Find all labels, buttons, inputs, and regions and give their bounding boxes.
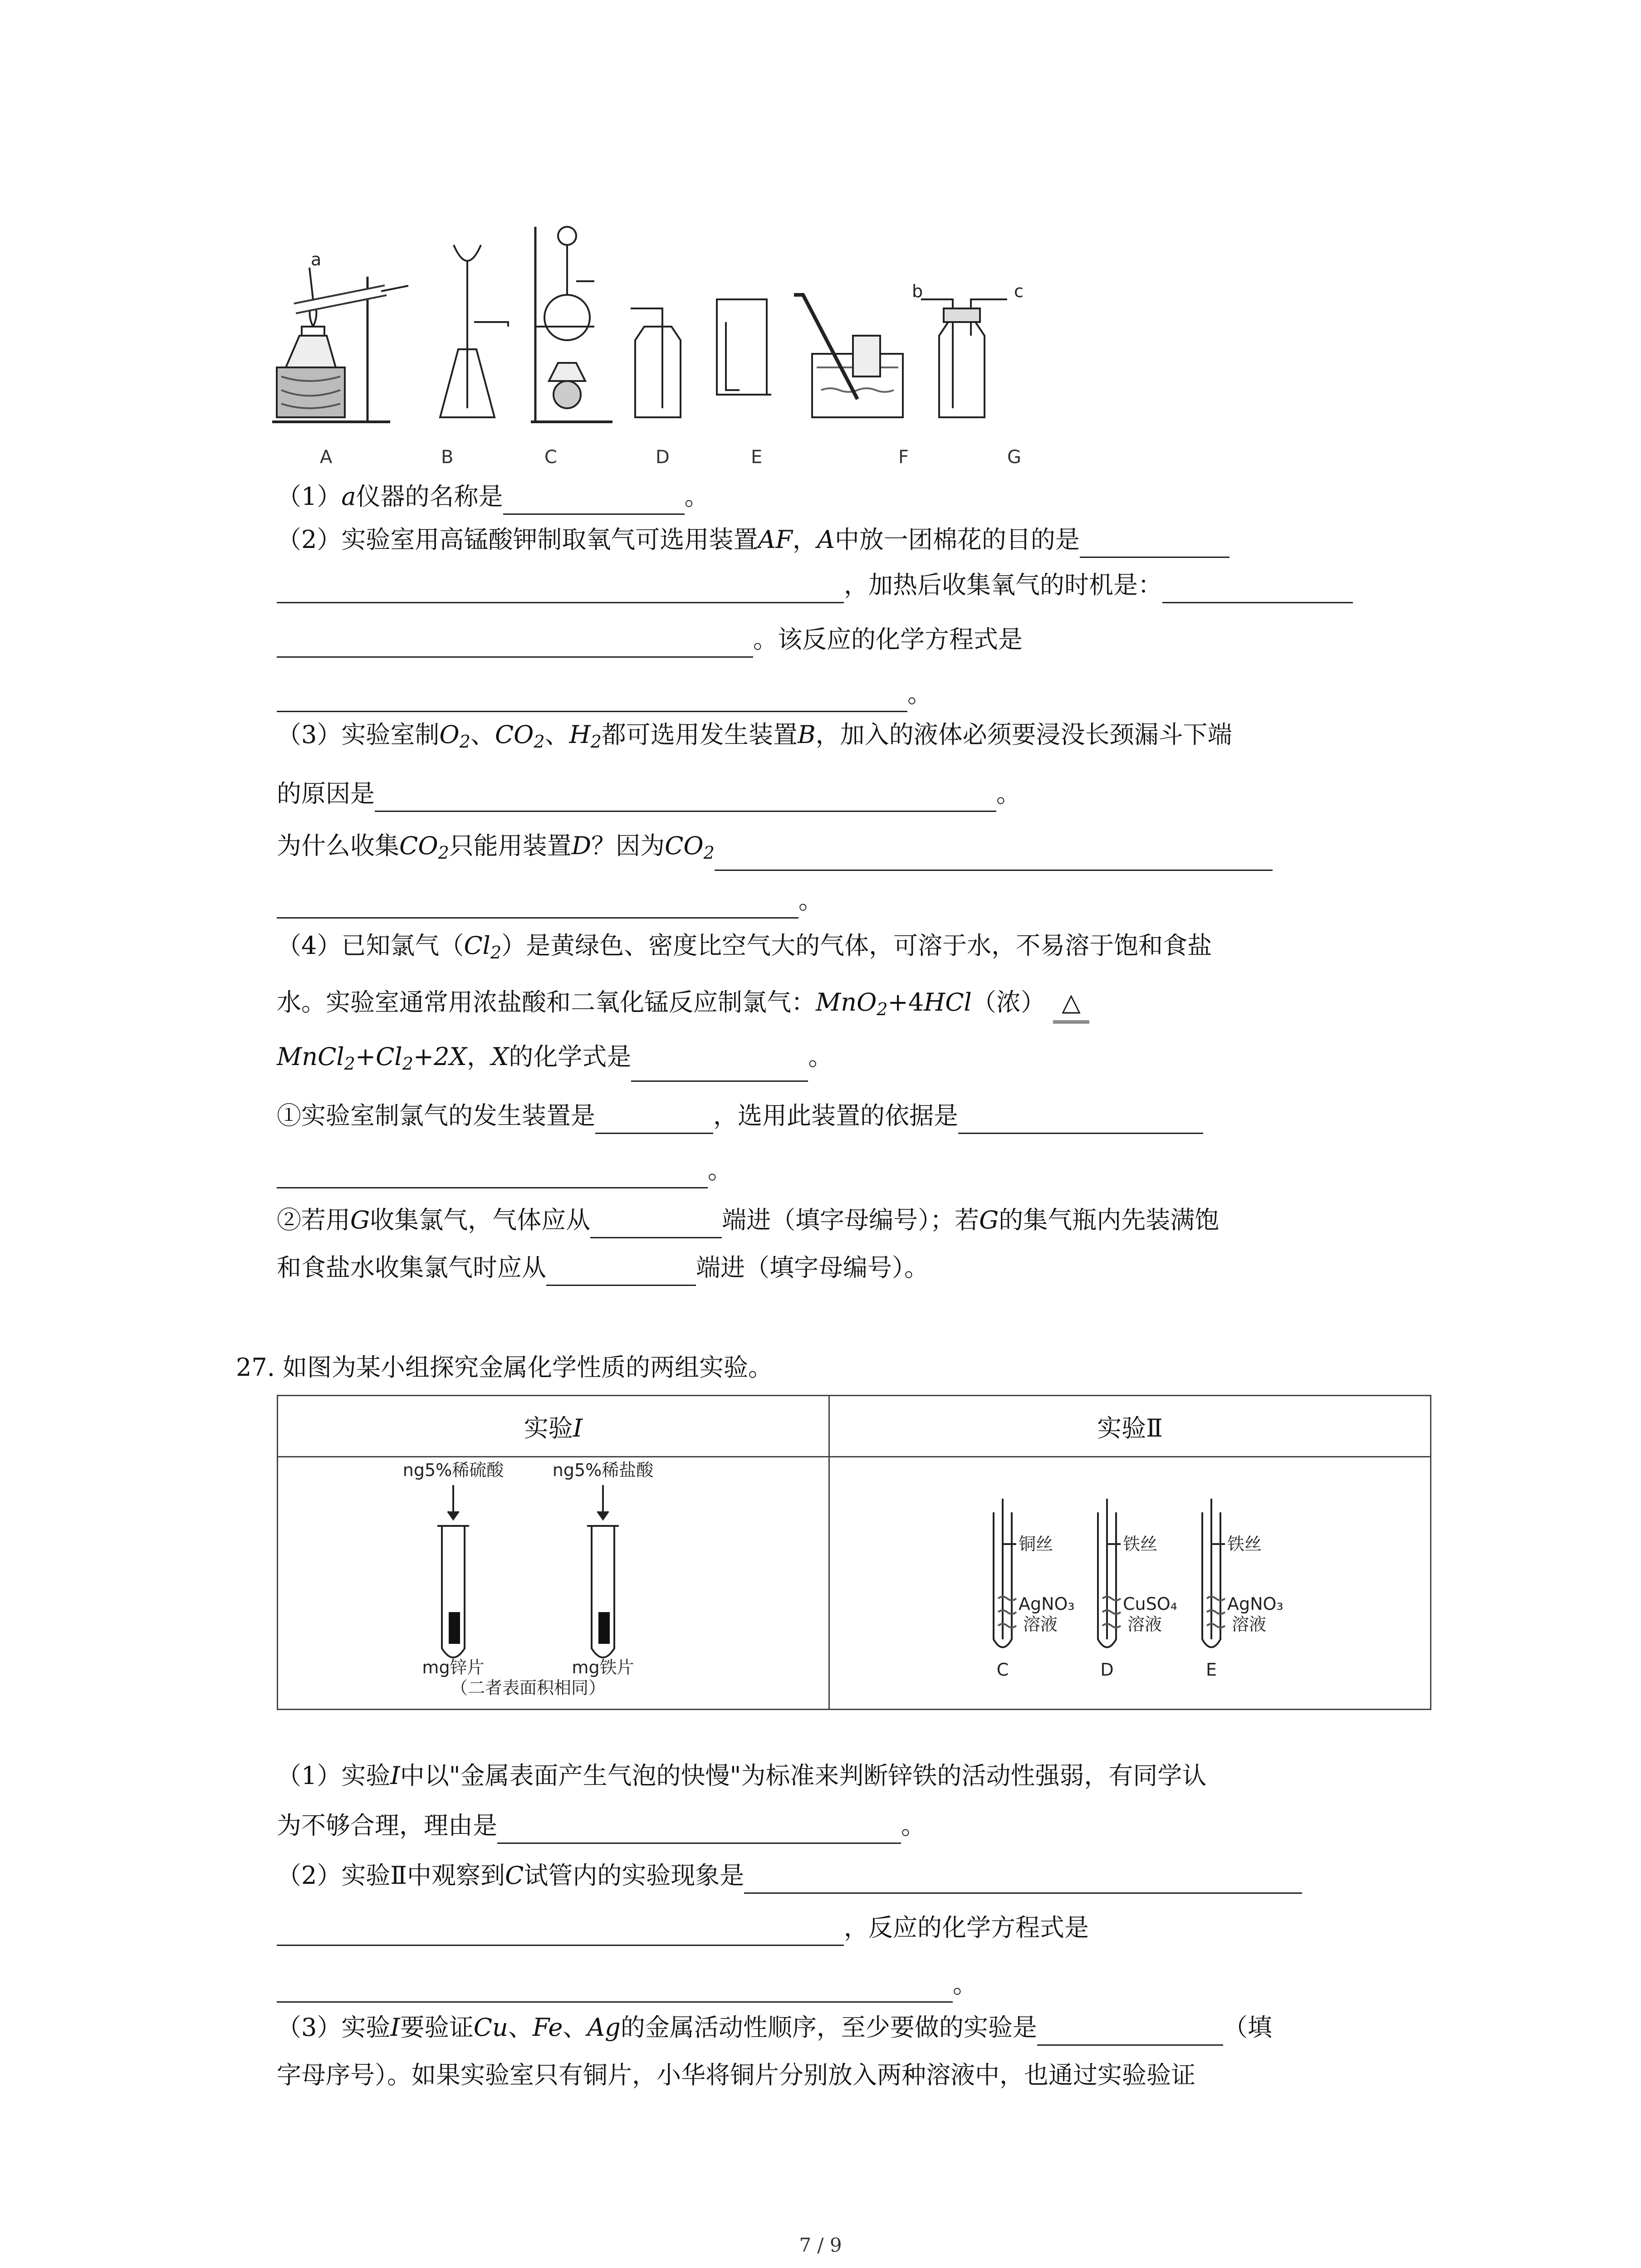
answer-blank[interactable] xyxy=(1080,528,1230,558)
q26-p2-line4: 。 xyxy=(277,676,932,712)
label-F: F xyxy=(898,447,909,468)
tube-label-C: C xyxy=(997,1659,1009,1680)
mark-c: c xyxy=(1014,281,1024,301)
q26-p4-sub2-cont: 和食盐水收集氯气时应从 端进（填字母编号）。 xyxy=(277,1250,929,1286)
tube-label-D: D xyxy=(1100,1659,1114,1680)
answer-blank[interactable] xyxy=(590,1209,722,1238)
answer-blank[interactable] xyxy=(595,1105,713,1134)
sol-e-label-1: AgNO₃ xyxy=(1227,1593,1284,1614)
answer-blank[interactable] xyxy=(277,683,907,712)
q26-p4-sub2: ②若用G收集氯气，气体应从 端进（填字母编号）；若G的集气瓶内先装满饱 xyxy=(277,1202,1219,1238)
heat-condition: △ xyxy=(1053,984,1089,1023)
acid1-label: ng5%稀硫酸 xyxy=(403,1460,504,1480)
answer-blank[interactable] xyxy=(277,628,753,658)
label-C: C xyxy=(544,447,557,468)
wire-e-label: 铁丝 xyxy=(1227,1534,1262,1554)
answer-blank[interactable] xyxy=(631,1052,808,1082)
q26-p4-line3: $MnCl_2+Cl_2+2X$，X的化学式是 。 xyxy=(277,1039,833,1082)
sol-c-label-2: 溶液 xyxy=(1023,1614,1058,1634)
answer-blank[interactable] xyxy=(497,1814,901,1844)
apparatus-d xyxy=(631,308,681,417)
answer-blank[interactable] xyxy=(715,841,1273,871)
q26-p1: （1）a仪器的名称是 。 xyxy=(277,479,709,515)
experiment-table xyxy=(277,1395,1431,1710)
exp1-header: 实验I xyxy=(278,1396,829,1457)
sol-d-label-1: CuSO₄ xyxy=(1123,1593,1178,1614)
q27-p1-line1: （1）实验I中以"金属表面产生气泡的快慢"为标准来判断锌铁的活动性强弱，有同学认 xyxy=(277,1761,1207,1790)
q26-p2-line1: （2）实验室用高锰酸钾制取氧气可选用装置AF，A中放一团棉花的目的是 xyxy=(277,522,1230,558)
label-B: B xyxy=(441,447,454,468)
label-G: G xyxy=(1007,447,1021,468)
answer-blank[interactable] xyxy=(277,889,798,919)
apparatus-figure xyxy=(268,218,1112,472)
q27-p1-line2: 为不够合理，理由是 。 xyxy=(277,1808,926,1844)
answer-blank[interactable] xyxy=(1162,574,1353,603)
acid2-label: ng5%稀盐酸 xyxy=(553,1460,654,1480)
answer-blank[interactable] xyxy=(958,1105,1203,1134)
label-D: D xyxy=(656,447,670,468)
tube-label-E: E xyxy=(1206,1659,1217,1680)
sol-e-label-2: 溶液 xyxy=(1232,1614,1267,1634)
answer-blank[interactable] xyxy=(277,1916,844,1946)
answer-blank[interactable] xyxy=(744,1864,1302,1894)
q26-p3-line2: 的原因是 。 xyxy=(277,776,1021,812)
q27-p2-line1: （2）实验Ⅱ中观察到C试管内的实验现象是 xyxy=(277,1857,1302,1894)
q27-p3-line2: 字母序号）。如果实验室只有铜片，小华将铜片分别放入两种溶液中，也通过实验验证 xyxy=(277,2061,1195,2089)
q26-p4-line2: 水。实验室通常用浓盐酸和二氧化锰反应制氯气：MnO$_2$+4HCl（浓） △ xyxy=(277,984,1089,1027)
apparatus-f xyxy=(794,295,903,417)
answer-blank[interactable] xyxy=(375,782,996,812)
q26-p4-sub1: ①实验室制氯气的发生装置是 ，选用此装置的依据是 xyxy=(277,1098,1203,1134)
apparatus-e xyxy=(717,299,771,395)
answer-blank[interactable] xyxy=(1037,2016,1223,2046)
answer-blank[interactable] xyxy=(503,485,685,515)
apparatus-g xyxy=(921,299,1007,417)
q27-p2-line2: ，反应的化学方程式是 xyxy=(277,1910,1089,1946)
page-number: 7 / 9 xyxy=(799,2234,842,2256)
apparatus-b xyxy=(440,245,508,417)
label-E: E xyxy=(751,447,763,468)
exp2-header: 实验Ⅱ xyxy=(829,1396,1430,1457)
sol-c-label-1: AgNO₃ xyxy=(1019,1593,1075,1614)
answer-blank[interactable] xyxy=(277,1159,708,1188)
apparatus-a xyxy=(272,268,408,422)
q26-p2-line3: 。该反应的化学方程式是 xyxy=(277,621,1023,658)
answer-blank[interactable] xyxy=(277,1973,953,2003)
wire-d-label: 铁丝 xyxy=(1123,1534,1158,1554)
exp2-figure xyxy=(829,1457,1430,1710)
label-A: A xyxy=(320,447,333,468)
q26-p4-line1: （4）已知氯气$(Cl_2)$是黄绿色、密度比空气大的气体，可溶于水，不易溶于饱和食盐 xyxy=(277,931,1212,963)
q26-p3-line3: 为什么收集$CO_2$只能用装置D？因为$CO_2$ xyxy=(277,828,1273,871)
apparatus-c xyxy=(531,227,612,422)
q26-p3-line1: （3）实验室制$O_2$、$CO_2$、$H_2$都可选用发生装置B，加入的液体必须要浸没长颈漏斗下端 xyxy=(277,720,1232,752)
q27-p3-line1: （3）实验I要验证Cu、Fe、Ag的金属活动性顺序，至少要做的实验是 （填 xyxy=(277,2009,1272,2046)
sol-d-label-2: 溶液 xyxy=(1127,1614,1162,1634)
mark-a: a xyxy=(311,249,322,269)
iron-piece xyxy=(598,1612,610,1644)
mark-b: b xyxy=(912,281,923,301)
q27-p2-line3: 。 xyxy=(277,1966,977,2003)
answer-blank[interactable] xyxy=(546,1256,696,1286)
q26-p3-line4: 。 xyxy=(277,882,823,919)
metal2-label: mg铁片 xyxy=(572,1657,635,1677)
surface-note: （二者表面积相同） xyxy=(451,1677,606,1698)
exp1-figure xyxy=(278,1457,829,1710)
q26-p4-sub1-cont: 。 xyxy=(277,1152,732,1188)
wire-c-label: 铜丝 xyxy=(1019,1534,1053,1554)
zinc-piece xyxy=(449,1612,460,1644)
q27-title: 27. 如图为某小组探究金属化学性质的两组实验。 xyxy=(236,1353,773,1382)
metal1-label: mg锌片 xyxy=(422,1657,485,1677)
answer-blank[interactable] xyxy=(277,574,844,603)
q26-p2-line2: ，加热后收集氧气的时机是： xyxy=(277,567,1353,603)
